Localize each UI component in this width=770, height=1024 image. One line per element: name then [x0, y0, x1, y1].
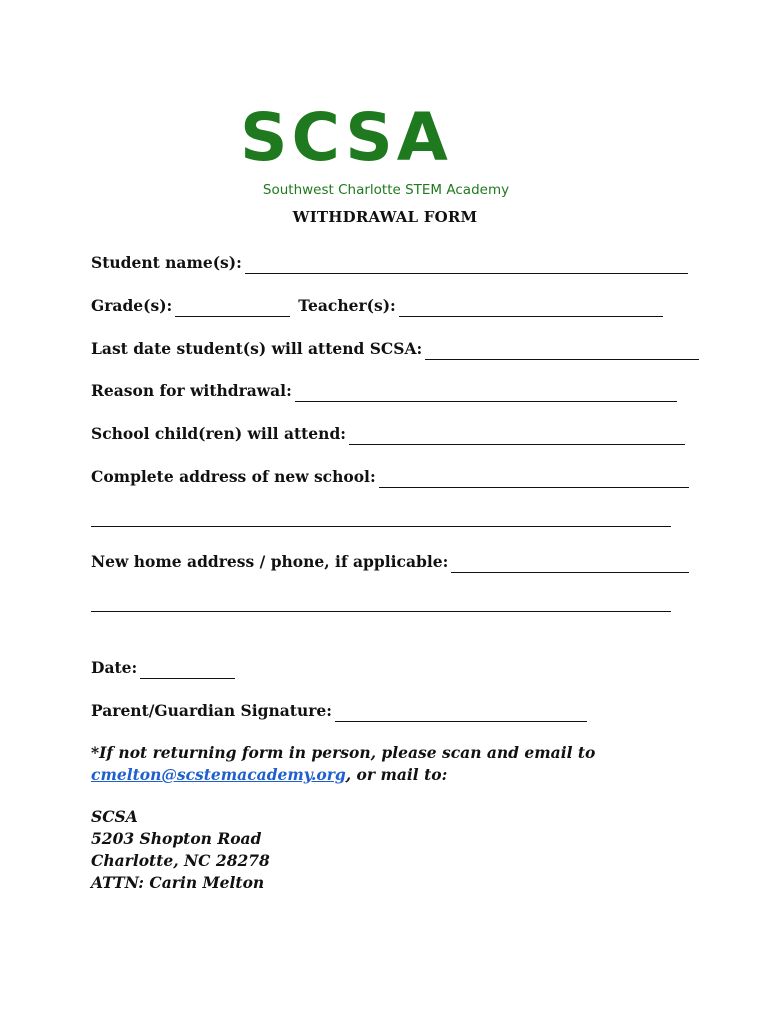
last-date-label: Last date student(s) will attend SCSA: — [91, 339, 423, 358]
return-instructions — [91, 742, 691, 786]
date-line[interactable] — [140, 658, 235, 679]
date-field[interactable] — [91, 655, 235, 679]
scsa-logo — [236, 100, 536, 200]
form-title: WITHDRAWAL FORM — [292, 208, 478, 226]
new-home-field[interactable] — [91, 549, 689, 573]
address-line-4: ATTN: Carin Melton — [91, 873, 265, 892]
teacher-label: Teacher(s): — [298, 296, 396, 315]
last-date-line[interactable] — [425, 339, 699, 360]
school-field[interactable] — [91, 421, 685, 445]
signature-line[interactable] — [335, 701, 587, 722]
new-home-line-2[interactable] — [91, 611, 671, 612]
grade-label: Grade(s): — [91, 296, 173, 315]
reason-line[interactable] — [295, 381, 677, 402]
date-label: Date: — [91, 658, 138, 677]
new-home-label: New home address / phone, if applicable: — [91, 552, 449, 571]
logo-tagline: Southwest Charlotte STEM Academy — [262, 182, 510, 198]
instructions-text: *If not returning form in person, please scan and email to — [91, 743, 596, 762]
school-line[interactable] — [349, 424, 685, 445]
address-line-2: 5203 Shopton Road — [91, 829, 262, 848]
email-link[interactable]: cmelton@scstemacademy.org — [91, 765, 346, 784]
new-school-address-field[interactable] — [91, 464, 689, 488]
teacher-line[interactable] — [399, 296, 663, 317]
new-school-address-line[interactable] — [379, 467, 689, 488]
student-name-line[interactable] — [245, 253, 688, 274]
last-date-field[interactable] — [91, 336, 699, 360]
scsa-logo-graphic — [236, 100, 536, 200]
address-line-3: Charlotte, NC 28278 — [91, 851, 270, 870]
new-school-address-line-2[interactable] — [91, 526, 671, 527]
signature-field[interactable] — [91, 698, 587, 722]
logo-letters: SCSA — [240, 100, 452, 176]
reason-field[interactable] — [91, 378, 677, 402]
reason-label: Reason for withdrawal: — [91, 381, 292, 400]
address-line-1: SCSA — [91, 807, 138, 826]
new-school-address-label: Complete address of new school: — [91, 467, 376, 486]
student-name-field[interactable] — [91, 250, 688, 274]
school-label: School child(ren) will attend: — [91, 424, 347, 443]
student-name-label: Student name(s): — [91, 253, 242, 272]
grade-field[interactable] — [91, 293, 663, 317]
new-home-line[interactable] — [451, 552, 689, 573]
instructions-suffix: , or mail to: — [345, 765, 448, 784]
grade-line[interactable] — [175, 296, 290, 317]
signature-label: Parent/Guardian Signature: — [91, 701, 332, 720]
mailing-address — [91, 806, 270, 894]
